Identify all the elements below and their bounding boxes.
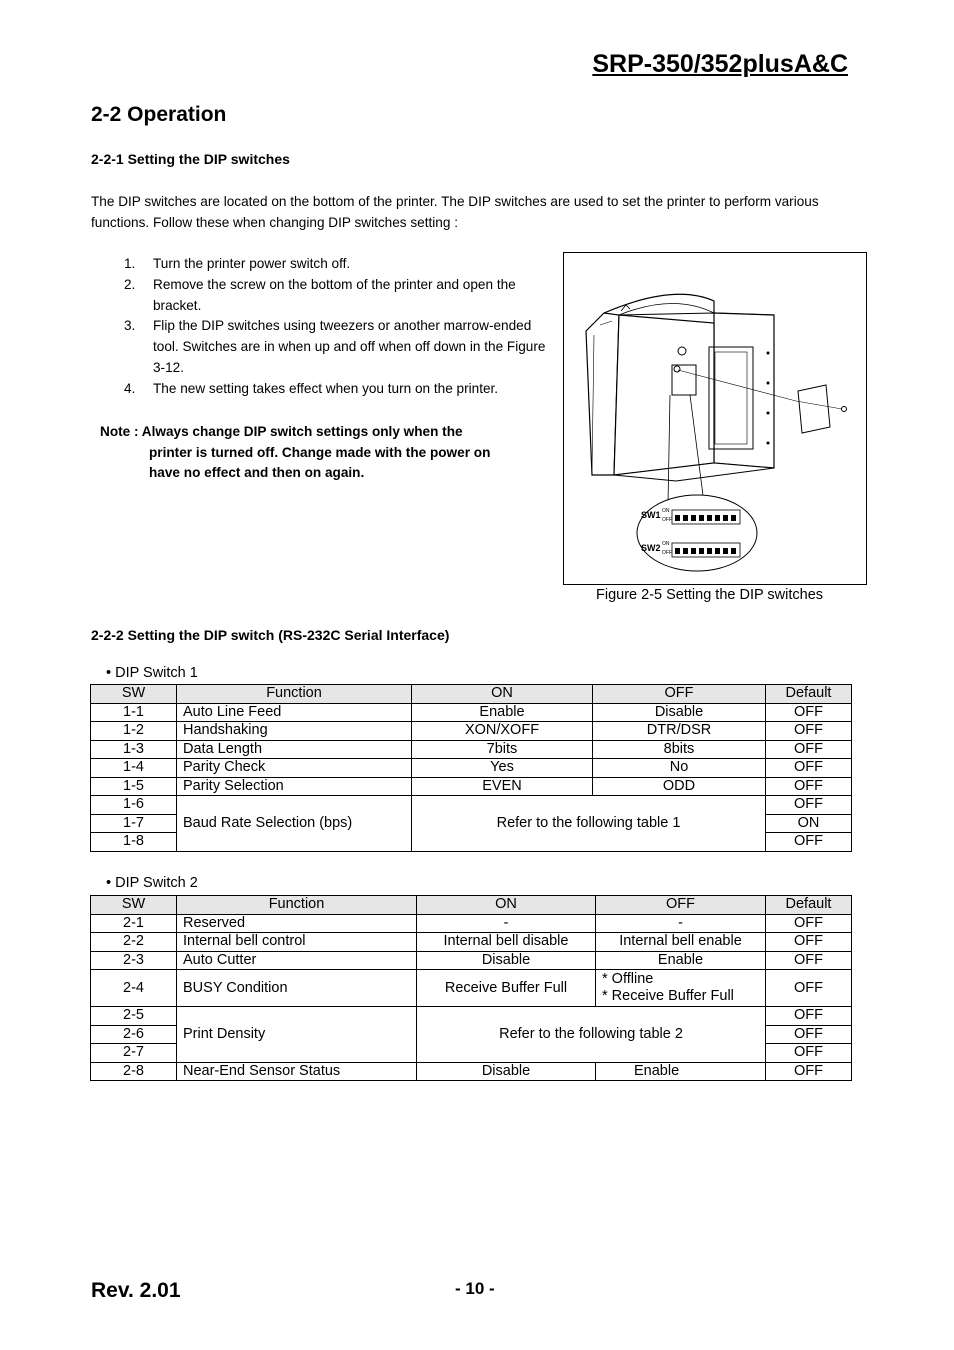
cell-default: OFF — [766, 796, 852, 815]
cell-function: Near-End Sensor Status — [177, 1062, 417, 1081]
cell-sw: 2-4 — [91, 970, 177, 1007]
cell-on: Enable — [412, 703, 593, 722]
cell-sw: 1-7 — [91, 814, 177, 833]
cell-default: OFF — [766, 914, 852, 933]
cell-sw: 1-6 — [91, 796, 177, 815]
sw1-on-label: ON — [662, 508, 670, 514]
cell-on: - — [417, 914, 596, 933]
table-row — [91, 914, 852, 933]
step-item — [124, 379, 560, 400]
table-row — [91, 933, 852, 952]
cell-default: OFF — [766, 759, 852, 778]
sw1-label: SW1 — [641, 510, 661, 520]
cell-on: Disable — [417, 951, 596, 970]
cell-on: Internal bell disable — [417, 933, 596, 952]
cell-function: BUSY Condition — [177, 970, 417, 1007]
cell-off: DTR/DSR — [593, 722, 766, 741]
header-function: Function — [177, 685, 412, 704]
step-number: 1. — [124, 256, 136, 271]
cell-default: OFF — [766, 703, 852, 722]
cell-default: OFF — [766, 1062, 852, 1081]
cell-sw: 2-7 — [91, 1044, 177, 1063]
cell-baud-reference: Refer to the following table 1 — [412, 796, 766, 852]
step-item — [124, 275, 560, 317]
step-number: 2. — [124, 276, 136, 292]
cell-sw: 1-1 — [91, 703, 177, 722]
table-row — [91, 970, 852, 1007]
step-number: 3. — [124, 318, 136, 334]
cell-function: Handshaking — [177, 722, 412, 741]
cell-default: OFF — [766, 951, 852, 970]
figure-dip-switches — [563, 252, 867, 585]
cell-off: 8bits — [593, 740, 766, 759]
header-default: Default — [766, 896, 852, 915]
cell-default: OFF — [766, 933, 852, 952]
header-off: OFF — [596, 896, 766, 915]
cell-default: OFF — [766, 833, 852, 852]
sw2-on-label: ON — [662, 541, 670, 547]
revision-label: Rev. 2.01 — [91, 1279, 181, 1302]
cell-default: OFF — [766, 740, 852, 759]
figure-caption: Figure 2-5 Setting the DIP switches — [596, 587, 824, 603]
cell-default: ON — [766, 814, 852, 833]
cell-on: Yes — [412, 759, 593, 778]
cell-function: Reserved — [177, 914, 417, 933]
table-row — [91, 703, 852, 722]
header-on: ON — [417, 896, 596, 915]
sw1-off-label: OFF — [662, 517, 672, 523]
cell-function: Auto Line Feed — [177, 703, 412, 722]
header-on: ON — [412, 685, 593, 704]
cell-off: Enable — [596, 1062, 766, 1081]
header-sw: SW — [91, 896, 177, 915]
cell-off: Disable — [593, 703, 766, 722]
cell-function: Data Length — [177, 740, 412, 759]
subsection-title-serial: 2-2-2 Setting the DIP switch (RS-232C Serial Interface) — [91, 627, 450, 643]
dip-switch-1-label: • DIP Switch 1 — [106, 665, 198, 681]
cell-off: No — [593, 759, 766, 778]
step-text: Remove the screw on the bottom of the printer and open the bracket. — [153, 276, 516, 313]
cell-sw: 1-5 — [91, 777, 177, 796]
cell-on: 7bits — [412, 740, 593, 759]
cell-default: OFF — [766, 1044, 852, 1063]
step-text: Turn the printer power switch off. — [153, 256, 351, 271]
table-header-row — [91, 896, 852, 915]
table-row — [91, 722, 852, 741]
cell-default: OFF — [766, 1025, 852, 1044]
document-title: SRP-350/352plusA&C — [592, 50, 848, 78]
cell-default: OFF — [766, 1007, 852, 1026]
header-function: Function — [177, 896, 417, 915]
cell-sw: 1-4 — [91, 759, 177, 778]
cell-off-busy — [596, 970, 766, 1007]
subsection-title-dip: 2-2-1 Setting the DIP switches — [91, 151, 290, 167]
table-row — [91, 796, 852, 815]
table-row — [91, 777, 852, 796]
cell-function-baud: Baud Rate Selection (bps) — [177, 796, 412, 852]
note-line: have no effect and then on again. — [149, 465, 365, 481]
table-header-row — [91, 685, 852, 704]
cell-sw: 1-3 — [91, 740, 177, 759]
cell-function: Auto Cutter — [177, 951, 417, 970]
busy-off-line: * Receive Buffer Full — [602, 988, 734, 1004]
table-row — [91, 951, 852, 970]
dip-switch-2-label: • DIP Switch 2 — [106, 875, 198, 891]
page-number: - 10 - — [455, 1279, 495, 1298]
step-text: Flip the DIP switches using tweezers or another marrow-ended tool. Switches are in when up and off when off down in the Figure 3-12. — [153, 318, 546, 375]
table-row — [91, 1062, 852, 1081]
cell-on: XON/XOFF — [412, 722, 593, 741]
cell-sw: 2-3 — [91, 951, 177, 970]
cell-sw: 2-6 — [91, 1025, 177, 1044]
cell-off: ODD — [593, 777, 766, 796]
cell-default: OFF — [766, 722, 852, 741]
step-number: 4. — [124, 380, 136, 396]
printer-illustration — [564, 253, 866, 584]
header-sw: SW — [91, 685, 177, 704]
cell-sw: 2-2 — [91, 933, 177, 952]
cell-sw: 2-1 — [91, 914, 177, 933]
table-row — [91, 740, 852, 759]
cell-on: Disable — [417, 1062, 596, 1081]
note-line: printer is turned off. Change made with the power on — [149, 444, 491, 460]
cell-off: Internal bell enable — [596, 933, 766, 952]
note-line: Note : Always change DIP switch settings only when the — [100, 424, 463, 439]
sw2-off-label: OFF — [662, 550, 672, 556]
cell-on: Receive Buffer Full — [417, 970, 596, 1007]
note-block — [100, 422, 550, 484]
cell-function: Parity Selection — [177, 777, 412, 796]
table-row — [91, 759, 852, 778]
busy-off-line: * Offline — [602, 971, 654, 987]
cell-on: EVEN — [412, 777, 593, 796]
sw2-label: SW2 — [641, 543, 661, 553]
table-row — [91, 1007, 852, 1026]
dip-switch-1-table — [90, 684, 852, 852]
cell-sw: 2-8 — [91, 1062, 177, 1081]
section-title: 2-2 Operation — [91, 103, 227, 126]
cell-function: Parity Check — [177, 759, 412, 778]
cell-default: OFF — [766, 970, 852, 1007]
cell-sw: 1-8 — [91, 833, 177, 852]
header-off: OFF — [593, 685, 766, 704]
cell-function-density: Print Density — [177, 1007, 417, 1063]
cell-off: - — [596, 914, 766, 933]
intro-paragraph: The DIP switches are located on the bottom of the printer. The DIP switches are used to set the printer to perform various functions. Follow these when changing DIP switches setting : — [91, 194, 819, 230]
step-item — [124, 316, 560, 378]
cell-sw: 1-2 — [91, 722, 177, 741]
step-text: The new setting takes effect when you turn on the printer. — [153, 380, 499, 396]
cell-default: OFF — [766, 777, 852, 796]
cell-density-reference: Refer to the following table 2 — [417, 1007, 766, 1063]
dip-switch-2-table — [90, 895, 852, 1081]
step-item — [124, 254, 560, 275]
cell-off: Enable — [596, 951, 766, 970]
header-default: Default — [766, 685, 852, 704]
cell-sw: 2-5 — [91, 1007, 177, 1026]
cell-function: Internal bell control — [177, 933, 417, 952]
steps-list — [124, 254, 560, 400]
